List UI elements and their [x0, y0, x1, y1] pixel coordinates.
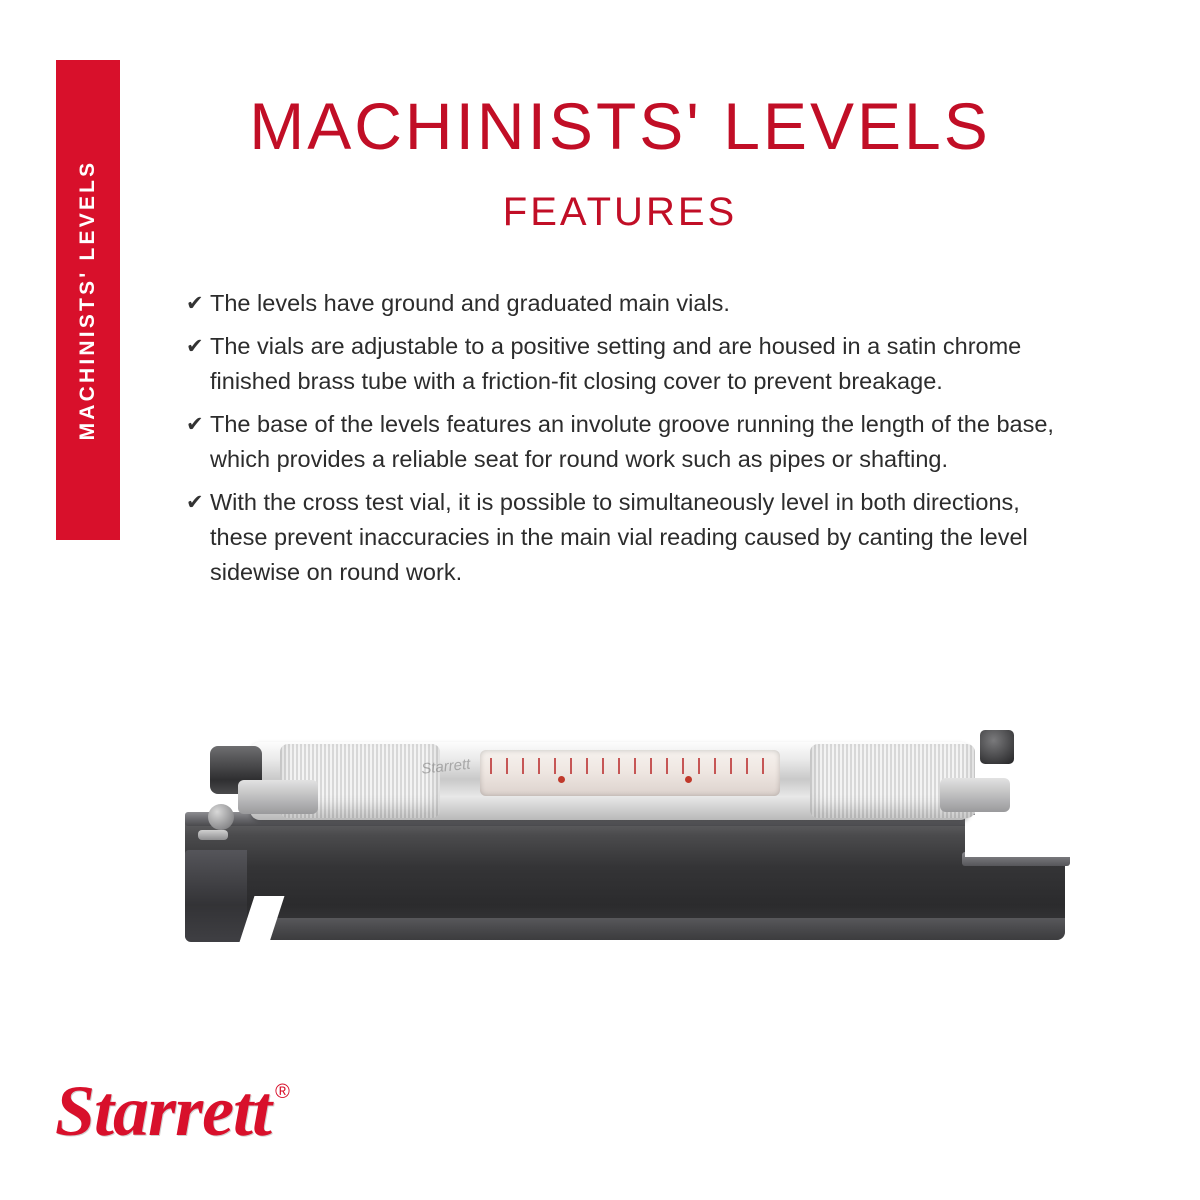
check-icon: ✔ — [186, 413, 204, 436]
features-list — [186, 286, 1066, 598]
list-item — [186, 329, 1066, 399]
check-icon: ✔ — [186, 491, 204, 514]
page-subtitle: FEATURES — [502, 190, 738, 234]
product-image — [150, 700, 1070, 1000]
feature-text: The base of the levels features an involute groove running the length of the base, which provides a reliable seat for round work such as pipes or shafting. — [210, 411, 1054, 472]
check-icon: ✔ — [186, 335, 204, 358]
brand-logo-text: Starrett — [55, 1071, 272, 1151]
vial-bubble-mark-right — [685, 776, 692, 783]
check-icon: ✔ — [186, 292, 204, 315]
feature-text: The levels have ground and graduated main vials. — [210, 290, 730, 316]
brand-logo — [55, 1071, 290, 1151]
vial-bubble-mark-left — [558, 776, 565, 783]
list-item — [186, 286, 1066, 321]
sidebar-tab-label: MACHINISTS' LEVELS — [76, 159, 99, 441]
feature-text: With the cross test vial, it is possible to simultaneously level in both directions, these prevent inaccuracies in the main vial reading caused by canting the level sidewise on round work. — [210, 489, 1028, 585]
feature-text: The vials are adjustable to a positive setting and are housed in a satin chrome finished brass tube with a friction-fit closing cover to prevent breakage. — [210, 333, 1022, 394]
base-left-foot — [185, 850, 247, 942]
etched-brand-label: Starrett — [420, 755, 472, 778]
sidebar-tab — [56, 60, 120, 540]
pivot-boss — [208, 804, 234, 830]
mount-yoke-right — [940, 778, 1010, 812]
list-item — [186, 485, 1066, 590]
pivot-pin — [198, 830, 228, 840]
list-item — [186, 407, 1066, 477]
mount-yoke-left — [238, 780, 318, 814]
registered-trademark-icon: ® — [275, 1081, 290, 1103]
adjustment-screw — [980, 730, 1014, 764]
base-step-cutout — [965, 815, 1070, 857]
level-base — [185, 815, 1065, 940]
page-title: MACHINISTS' LEVELS — [249, 89, 991, 163]
vial-graduations — [490, 758, 770, 774]
main-vial-window — [480, 750, 780, 796]
base-texture — [225, 943, 1095, 1043]
